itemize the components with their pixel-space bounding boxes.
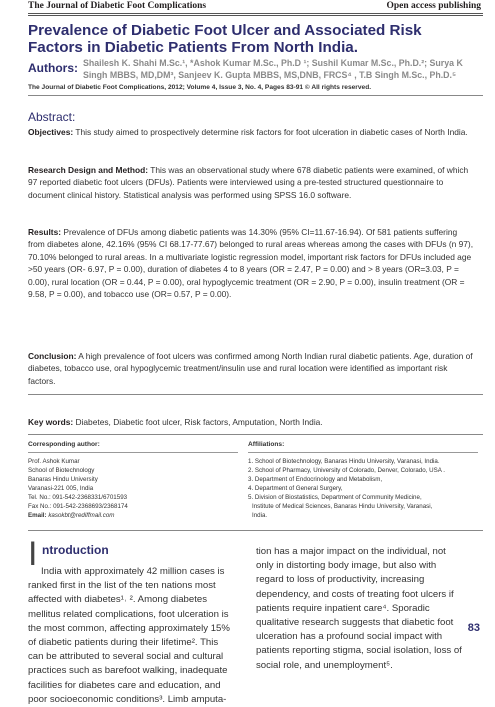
email-label: Email: [28,512,47,519]
research-design-paragraph [28,164,476,201]
authors-label: Authors: [28,61,78,75]
results-label: Results: [28,227,62,237]
corresponding-line: Tel. No.: 091-542-2368331/6701593 [28,494,128,501]
intro-left-text: India with approximately 42 million cases is ranked first in the list of the ten nations most affected with diabetes¹˒ ². Among diabetes mellitus related complications, foot ulceration is the most common, affecting approximately 15% of diabetic patients during their lifetime². This can be attributed to several social and cultural practices such as barefoot walking, inadequate facilities for diabetes care and education, and poor socioeconomic conditions³. Limb amputa- [28,566,230,705]
objectives-paragraph [28,126,476,138]
affiliation-line: India. [252,512,268,519]
corresponding-line: Banaras Hindu University [28,476,98,483]
keywords-paragraph [28,416,476,428]
affiliation-line: 2. School of Pharmacy, University of Colorado, Denver, Colorado, USA . [248,467,445,474]
intro-drop-cap: I [28,535,38,573]
intro-left-column [28,565,235,707]
intro-right-column [256,545,466,673]
results-text: Prevalence of DFUs among diabetic patients was 14.30% (95% CI=11.67-16.94). Of 581 patients suffering from diabetes alone, 42.16% (95% CI 68.17-77.67) belonged to rural areas whereas among the cases with DFUs (n 97), 70.10% belonged to rural areas. In a multivariate logistic regression model, important risk factors for DFUs included age >50 years (OR- 6.97, P = 0.00), duration of diabetes 4 to 8 years (OR = 2.47, P = 0.00) and > 8 years (OR=3.03, P = 0.00), rural location (OR = 0.44, P = 0.00), oral hypoglycemic treatment (OR = 2.90, P = 0.00), insulin treatment (OR = 9.58, P = 0.00), and tobacco use (OR= 0.57, P = 0.00). [28,227,474,300]
journal-name: The Journal of Diabetic Foot Complications [28,1,207,11]
conclusion-label: Conclusion: [28,351,77,361]
corresponding-line: School of Biotechnology [28,467,95,474]
corresponding-line: Prof. Ashok Kumar [28,458,80,465]
results-paragraph [28,226,476,300]
intro-right-text: tion has a major impact on the individual, not only in distorting body image, but also with regard to loss of productivity, increasing dependency, and costs of treating foot ulcers if patients require inpatient care⁴. Sporadic qualitative research suggests that diabetic foot ulceration has a profound social impact with patients reporting stigma, social isolation, loss of social role, and unemployment⁵. [256,546,462,671]
citation-divider [28,95,483,96]
affiliations-box [248,440,478,520]
intro-top-divider [28,530,483,531]
email-link[interactable]: kasokbt@rediffmail.com [48,512,115,519]
authors-list: Shailesh K. Shahi M.Sc.¹, *Ashok Kumar M.Sc., Ph.D ¹; Sushil Kumar M.Sc., Ph.D.²; Surya K Singh MBBS, MD,DM³, Sanjeev K. Gupta MBBS, MS,DNB, FRCS⁴ , T.B Singh M.Sc., Ph.D.⁵ [83,58,463,80]
conclusion-paragraph [28,350,476,387]
research-design-label: Research Design and Method: [28,165,149,175]
affiliation-line: Institute of Medical Sciences, Banaras Hindu University, Varanasi, [252,503,433,510]
corresponding-divider [28,452,238,453]
affiliation-line: 1. School of Biotechnology, Banaras Hindu University, Varanasi, India. [248,458,440,465]
email-line [28,511,238,520]
running-header [28,0,483,13]
corresponding-line: Varanasi-221 005, India [28,485,94,492]
research-design-text: This was an observational study where 678 diabetic patients were examined, of which 97 reported diabetic foot ulcers (DFUs). Patients were interviewed using a pre-tested structured questionnaire to document clinical history. Statistical analysis was performed using SPSS 16.0 software. [28,165,469,200]
objectives-label: Objectives: [28,127,74,137]
affiliation-line: 4. Department of General Surgery, [248,485,343,492]
keywords-top-divider [28,394,483,395]
keywords-bottom-divider [28,434,483,435]
publisher-tag: Open access publishing [386,1,481,11]
article-title: Prevalence of Diabetic Foot Ulcer and Associated Risk Factors in Diabetic Patients From North India. [28,22,422,56]
abstract-heading: Abstract: [28,110,76,124]
keywords-text: Diabetes, Diabetic foot ulcer, Risk factors, Amputation, North India. [73,417,323,427]
citation-line: The Journal of Diabetic Foot Complications, 2012; Volume 4, Issue 3, No. 4, Pages 83-91 © All rights reserved. [28,84,372,91]
affiliation-line: 3. Department of Endocrinology and Metabolism, [248,476,383,483]
corresponding-line: Fax No.: 091-542-2368693/2368174 [28,503,128,510]
affiliation-line: 5. Division of Biostatistics, Department of Community Medicine, [248,494,422,501]
objectives-text: This study aimed to prospectively determine risk factors for foot ulceration in diabetic cases of North India. [73,127,468,137]
keywords-label: Key words: [28,417,74,427]
page-number: 83 [467,622,480,634]
header-divider [28,13,483,14]
conclusion-text: A high prevalence of foot ulcers was confirmed among North Indian rural diabetic patients. Age, duration of diabetes, tobacco use, oral hypoglycemic treatment/insulin use and rural location were identified as important risk factors. [28,351,473,386]
header-divider-secondary [28,15,483,16]
affiliations-title: Affiliations: [248,441,285,448]
intro-heading: ntroduction [42,543,109,557]
corresponding-author-title: Corresponding author: [28,441,100,448]
corresponding-author-box [28,440,238,520]
affiliations-divider [248,452,478,453]
